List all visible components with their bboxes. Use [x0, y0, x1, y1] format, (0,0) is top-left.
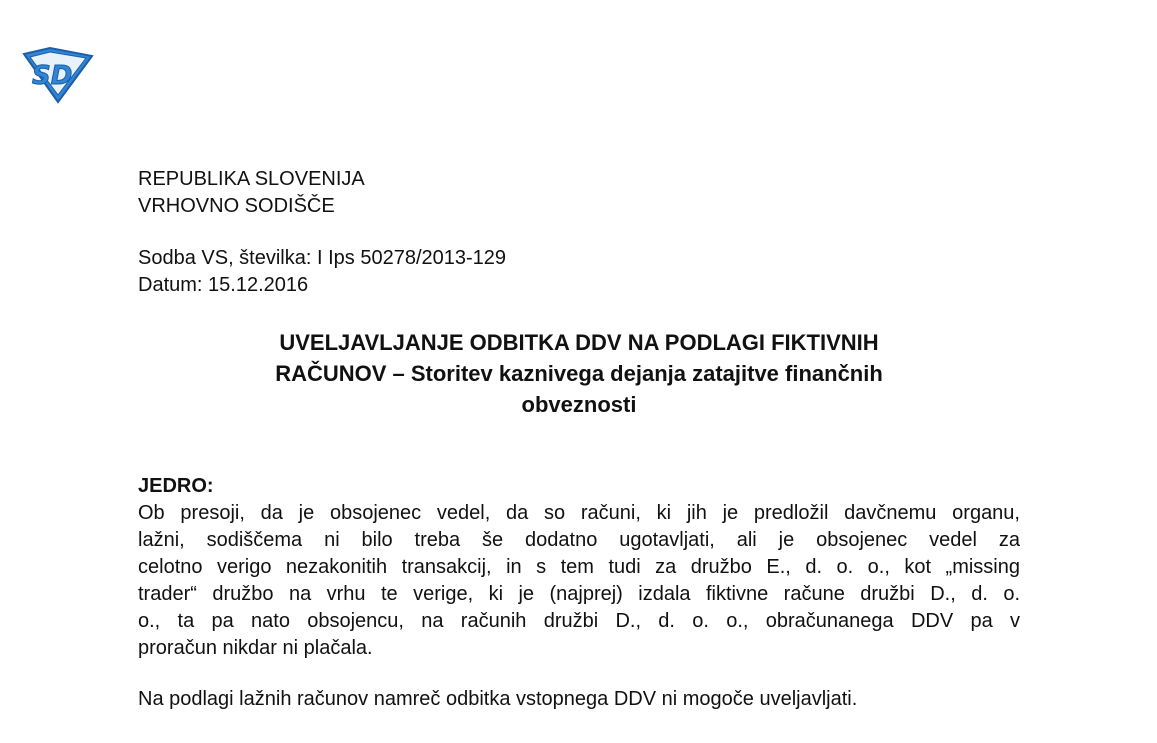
header-republic: REPUBLIKA SLOVENIJA: [138, 168, 365, 190]
jedro-paragraph: [138, 500, 1020, 662]
paragraph-line: o., ta pa nato obsojencu, na računih družbi D., d. o. o., obračunanega DDV pa v: [138, 610, 1020, 632]
paragraph-line: Ob presoji, da je obsojenec vedel, da so računi, ki jih je predložil davčnemu organu,: [138, 502, 1020, 524]
case-number: Sodba VS, številka: I Ips 50278/2013-129: [138, 247, 507, 269]
title-line: RAČUNOV – Storitev kaznivega dejanja zatajitve finančnih: [275, 361, 883, 386]
document-title: [138, 327, 1020, 420]
jedro-paragraph-2: Na podlagi lažnih računov namreč odbitka vstopnega DDV ni mogoče uveljavljati.: [138, 688, 858, 710]
header-court: VRHOVNO SODIŠČE: [138, 195, 335, 217]
paragraph-line: trader“ družbo na vrhu te verige, ki je (najprej) izdala fiktivne račune družbi D., d. o.: [138, 583, 1020, 605]
paragraph-line: lažni, sodiščema ni bilo treba še dodatno ugotavljati, ali je obsojenec vedel za: [138, 529, 1020, 551]
title-line: obveznosti: [521, 392, 637, 417]
paragraph-line: proračun nikdar ni plačala.: [138, 637, 373, 659]
title-line: UVELJAVLJANJE ODBITKA DDV NA PODLAGI FIKTIVNIH: [279, 330, 879, 355]
svg-text:SD: SD: [32, 61, 73, 91]
jedro-label: JEDRO:: [138, 475, 214, 497]
court-emblem-icon: [20, 46, 96, 104]
case-date: Datum: 15.12.2016: [138, 274, 309, 296]
paragraph-line: celotno verigo nezakonitih transakcij, in s tem tudi za družbo E., d. o. o., kot „missing: [138, 556, 1020, 578]
